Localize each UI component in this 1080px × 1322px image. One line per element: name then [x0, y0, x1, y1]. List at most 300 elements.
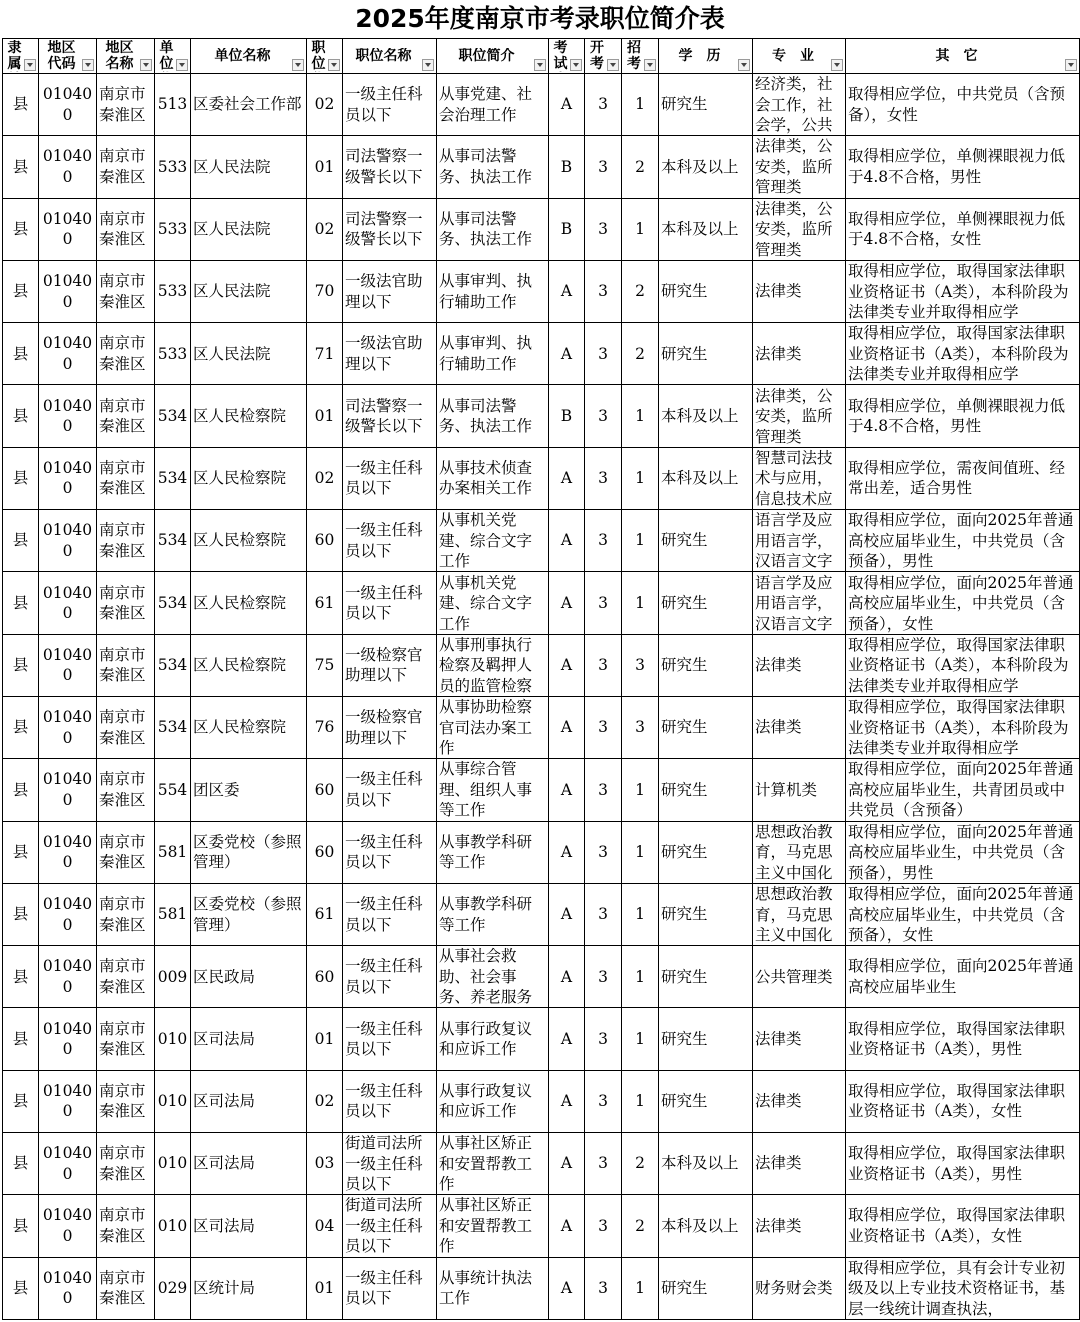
cell-unit-name[interactable] — [191, 447, 307, 509]
cell-education[interactable] — [659, 136, 753, 198]
cell-position-name[interactable] — [343, 323, 437, 385]
col-header-unit-name[interactable]: 单位名称 — [191, 39, 307, 74]
cell-exam-ratio[interactable] — [585, 1195, 622, 1257]
cell-position-code[interactable] — [307, 74, 343, 136]
cell-education[interactable] — [659, 510, 753, 572]
cell-region-name[interactable] — [97, 1195, 155, 1257]
cell-exam-type[interactable] — [549, 1133, 585, 1195]
cell-unit-name[interactable] — [191, 946, 307, 1008]
cell-position-code[interactable] — [307, 1257, 343, 1319]
cell-hire-count[interactable] — [622, 323, 659, 385]
cell-education[interactable] — [659, 323, 753, 385]
cell-other[interactable] — [846, 1008, 1080, 1070]
cell-exam-type[interactable] — [549, 1008, 585, 1070]
cell-affiliation[interactable] — [3, 136, 39, 198]
cell-position-desc[interactable] — [437, 946, 549, 1008]
cell-region-name[interactable] — [97, 883, 155, 945]
cell-exam-ratio[interactable] — [585, 510, 622, 572]
filter-dropdown-icon[interactable] — [1065, 59, 1077, 71]
cell-education[interactable] — [659, 883, 753, 945]
cell-other[interactable] — [846, 74, 1080, 136]
cell-region-code[interactable] — [39, 323, 97, 385]
cell-unit-code[interactable] — [155, 821, 191, 883]
cell-exam-type[interactable] — [549, 74, 585, 136]
cell-other[interactable] — [846, 1070, 1080, 1132]
cell-unit-code[interactable] — [155, 1070, 191, 1132]
cell-unit-code[interactable] — [155, 1257, 191, 1319]
cell-region-code[interactable] — [39, 447, 97, 509]
cell-position-desc[interactable] — [437, 883, 549, 945]
cell-exam-type[interactable] — [549, 696, 585, 758]
cell-hire-count[interactable] — [622, 1133, 659, 1195]
cell-exam-type[interactable] — [549, 946, 585, 1008]
cell-position-name[interactable] — [343, 572, 437, 634]
cell-affiliation[interactable] — [3, 198, 39, 260]
cell-hire-count[interactable] — [622, 1008, 659, 1070]
cell-unit-name[interactable] — [191, 634, 307, 696]
cell-education[interactable] — [659, 1195, 753, 1257]
cell-exam-type[interactable] — [549, 198, 585, 260]
cell-unit-name[interactable] — [191, 198, 307, 260]
cell-exam-type[interactable] — [549, 136, 585, 198]
cell-education[interactable] — [659, 1070, 753, 1132]
cell-affiliation[interactable] — [3, 946, 39, 1008]
cell-region-name[interactable] — [97, 198, 155, 260]
cell-position-name[interactable] — [343, 74, 437, 136]
cell-exam-type[interactable] — [549, 510, 585, 572]
cell-region-code[interactable] — [39, 696, 97, 758]
cell-hire-count[interactable] — [622, 572, 659, 634]
cell-other[interactable] — [846, 323, 1080, 385]
cell-education[interactable] — [659, 1257, 753, 1319]
cell-education[interactable] — [659, 260, 753, 322]
filter-dropdown-icon[interactable] — [570, 59, 582, 71]
cell-position-desc[interactable] — [437, 510, 549, 572]
cell-exam-type[interactable] — [549, 1195, 585, 1257]
cell-position-code[interactable] — [307, 1195, 343, 1257]
col-header-hire-count[interactable]: 招考 — [622, 39, 659, 74]
cell-exam-type[interactable] — [549, 634, 585, 696]
cell-region-name[interactable] — [97, 136, 155, 198]
cell-position-code[interactable] — [307, 946, 343, 1008]
cell-region-code[interactable] — [39, 883, 97, 945]
cell-position-name[interactable] — [343, 510, 437, 572]
cell-major[interactable] — [753, 1008, 846, 1070]
cell-affiliation[interactable] — [3, 696, 39, 758]
cell-position-desc[interactable] — [437, 260, 549, 322]
col-header-exam-ratio[interactable]: 开考 — [585, 39, 622, 74]
cell-position-code[interactable] — [307, 260, 343, 322]
col-header-unit-code[interactable]: 单位 — [155, 39, 191, 74]
cell-unit-name[interactable] — [191, 759, 307, 821]
cell-major[interactable] — [753, 136, 846, 198]
cell-position-name[interactable] — [343, 696, 437, 758]
cell-exam-ratio[interactable] — [585, 759, 622, 821]
cell-hire-count[interactable] — [622, 510, 659, 572]
cell-hire-count[interactable] — [622, 759, 659, 821]
cell-position-code[interactable] — [307, 1008, 343, 1070]
cell-position-desc[interactable] — [437, 1070, 549, 1132]
cell-hire-count[interactable] — [622, 946, 659, 1008]
cell-position-desc[interactable] — [437, 759, 549, 821]
cell-position-code[interactable] — [307, 821, 343, 883]
cell-major[interactable] — [753, 260, 846, 322]
cell-major[interactable] — [753, 74, 846, 136]
cell-affiliation[interactable] — [3, 572, 39, 634]
cell-affiliation[interactable] — [3, 510, 39, 572]
cell-region-code[interactable] — [39, 260, 97, 322]
cell-hire-count[interactable] — [622, 447, 659, 509]
cell-position-name[interactable] — [343, 1008, 437, 1070]
cell-unit-name[interactable] — [191, 323, 307, 385]
cell-exam-ratio[interactable] — [585, 696, 622, 758]
cell-education[interactable] — [659, 74, 753, 136]
cell-region-name[interactable] — [97, 946, 155, 1008]
cell-exam-ratio[interactable] — [585, 198, 622, 260]
cell-major[interactable] — [753, 572, 846, 634]
cell-other[interactable] — [846, 634, 1080, 696]
cell-exam-type[interactable] — [549, 323, 585, 385]
cell-affiliation[interactable] — [3, 1133, 39, 1195]
cell-position-code[interactable] — [307, 447, 343, 509]
cell-major[interactable] — [753, 323, 846, 385]
cell-exam-ratio[interactable] — [585, 1133, 622, 1195]
cell-education[interactable] — [659, 1133, 753, 1195]
cell-exam-ratio[interactable] — [585, 1070, 622, 1132]
cell-affiliation[interactable] — [3, 74, 39, 136]
cell-education[interactable] — [659, 198, 753, 260]
cell-affiliation[interactable] — [3, 883, 39, 945]
cell-position-desc[interactable] — [437, 634, 549, 696]
cell-position-name[interactable] — [343, 759, 437, 821]
cell-region-code[interactable] — [39, 1195, 97, 1257]
cell-major[interactable] — [753, 1070, 846, 1132]
cell-position-code[interactable] — [307, 759, 343, 821]
cell-position-name[interactable] — [343, 883, 437, 945]
cell-other[interactable] — [846, 759, 1080, 821]
filter-dropdown-icon[interactable] — [292, 59, 304, 71]
cell-affiliation[interactable] — [3, 447, 39, 509]
cell-region-code[interactable] — [39, 136, 97, 198]
cell-education[interactable] — [659, 447, 753, 509]
cell-region-name[interactable] — [97, 696, 155, 758]
cell-hire-count[interactable] — [622, 136, 659, 198]
cell-region-name[interactable] — [97, 385, 155, 447]
cell-hire-count[interactable] — [622, 1257, 659, 1319]
cell-education[interactable] — [659, 572, 753, 634]
cell-position-desc[interactable] — [437, 696, 549, 758]
cell-region-name[interactable] — [97, 1070, 155, 1132]
cell-region-code[interactable] — [39, 1257, 97, 1319]
cell-unit-code[interactable] — [155, 759, 191, 821]
cell-other[interactable] — [846, 572, 1080, 634]
filter-dropdown-icon[interactable] — [607, 59, 619, 71]
cell-unit-code[interactable] — [155, 323, 191, 385]
cell-exam-type[interactable] — [549, 1070, 585, 1132]
cell-other[interactable] — [846, 821, 1080, 883]
cell-hire-count[interactable] — [622, 1070, 659, 1132]
cell-position-desc[interactable] — [437, 821, 549, 883]
cell-hire-count[interactable] — [622, 1195, 659, 1257]
cell-region-name[interactable] — [97, 759, 155, 821]
cell-unit-name[interactable] — [191, 883, 307, 945]
cell-position-code[interactable] — [307, 136, 343, 198]
cell-position-desc[interactable] — [437, 385, 549, 447]
cell-exam-type[interactable] — [549, 1257, 585, 1319]
cell-affiliation[interactable] — [3, 1195, 39, 1257]
filter-dropdown-icon[interactable] — [82, 59, 94, 71]
cell-affiliation[interactable] — [3, 821, 39, 883]
cell-position-code[interactable] — [307, 634, 343, 696]
cell-major[interactable] — [753, 447, 846, 509]
cell-unit-name[interactable] — [191, 385, 307, 447]
cell-education[interactable] — [659, 634, 753, 696]
cell-unit-name[interactable] — [191, 136, 307, 198]
cell-region-name[interactable] — [97, 1133, 155, 1195]
cell-unit-name[interactable] — [191, 1257, 307, 1319]
cell-other[interactable] — [846, 883, 1080, 945]
col-header-exam-type[interactable]: 考试 — [549, 39, 585, 74]
cell-region-name[interactable] — [97, 510, 155, 572]
cell-education[interactable] — [659, 821, 753, 883]
col-header-education[interactable]: 学 历 — [659, 39, 753, 74]
cell-exam-ratio[interactable] — [585, 946, 622, 1008]
cell-other[interactable] — [846, 198, 1080, 260]
cell-region-name[interactable] — [97, 1008, 155, 1070]
cell-unit-name[interactable] — [191, 572, 307, 634]
cell-unit-code[interactable] — [155, 260, 191, 322]
col-header-position-name[interactable]: 职位名称 — [343, 39, 437, 74]
cell-major[interactable] — [753, 385, 846, 447]
cell-other[interactable] — [846, 1133, 1080, 1195]
cell-position-code[interactable] — [307, 385, 343, 447]
filter-dropdown-icon[interactable] — [644, 59, 656, 71]
cell-affiliation[interactable] — [3, 634, 39, 696]
col-header-affiliation[interactable]: 隶属 — [3, 39, 39, 74]
cell-exam-ratio[interactable] — [585, 323, 622, 385]
filter-dropdown-icon[interactable] — [24, 59, 36, 71]
col-header-other[interactable]: 其 它 — [846, 39, 1080, 74]
cell-education[interactable] — [659, 759, 753, 821]
cell-region-name[interactable] — [97, 1257, 155, 1319]
filter-dropdown-icon[interactable] — [176, 59, 188, 71]
cell-position-code[interactable] — [307, 696, 343, 758]
cell-exam-type[interactable] — [549, 447, 585, 509]
cell-region-code[interactable] — [39, 510, 97, 572]
cell-position-desc[interactable] — [437, 1195, 549, 1257]
cell-unit-code[interactable] — [155, 385, 191, 447]
cell-position-desc[interactable] — [437, 198, 549, 260]
cell-exam-ratio[interactable] — [585, 385, 622, 447]
cell-major[interactable] — [753, 759, 846, 821]
cell-region-code[interactable] — [39, 74, 97, 136]
cell-affiliation[interactable] — [3, 1070, 39, 1132]
cell-major[interactable] — [753, 883, 846, 945]
cell-education[interactable] — [659, 385, 753, 447]
cell-unit-code[interactable] — [155, 696, 191, 758]
cell-unit-name[interactable] — [191, 1070, 307, 1132]
cell-other[interactable] — [846, 946, 1080, 1008]
cell-major[interactable] — [753, 821, 846, 883]
filter-dropdown-icon[interactable] — [328, 59, 340, 71]
cell-exam-ratio[interactable] — [585, 1257, 622, 1319]
cell-unit-name[interactable] — [191, 74, 307, 136]
cell-position-code[interactable] — [307, 883, 343, 945]
cell-hire-count[interactable] — [622, 198, 659, 260]
cell-unit-code[interactable] — [155, 1133, 191, 1195]
cell-exam-ratio[interactable] — [585, 1008, 622, 1070]
cell-hire-count[interactable] — [622, 634, 659, 696]
cell-unit-code[interactable] — [155, 510, 191, 572]
cell-unit-code[interactable] — [155, 946, 191, 1008]
filter-dropdown-icon[interactable] — [422, 59, 434, 71]
cell-hire-count[interactable] — [622, 696, 659, 758]
cell-position-code[interactable] — [307, 572, 343, 634]
cell-education[interactable] — [659, 946, 753, 1008]
cell-hire-count[interactable] — [622, 260, 659, 322]
cell-other[interactable] — [846, 385, 1080, 447]
cell-position-code[interactable] — [307, 1070, 343, 1132]
cell-position-desc[interactable] — [437, 323, 549, 385]
cell-position-name[interactable] — [343, 136, 437, 198]
cell-affiliation[interactable] — [3, 1257, 39, 1319]
cell-position-code[interactable] — [307, 1133, 343, 1195]
cell-region-code[interactable] — [39, 634, 97, 696]
cell-other[interactable] — [846, 260, 1080, 322]
cell-position-name[interactable] — [343, 1257, 437, 1319]
cell-unit-code[interactable] — [155, 198, 191, 260]
cell-major[interactable] — [753, 1195, 846, 1257]
filter-dropdown-icon[interactable] — [534, 59, 546, 71]
cell-position-name[interactable] — [343, 821, 437, 883]
cell-unit-code[interactable] — [155, 572, 191, 634]
cell-affiliation[interactable] — [3, 260, 39, 322]
filter-dropdown-icon[interactable] — [738, 59, 750, 71]
cell-exam-ratio[interactable] — [585, 883, 622, 945]
cell-region-name[interactable] — [97, 447, 155, 509]
cell-affiliation[interactable] — [3, 1008, 39, 1070]
cell-unit-code[interactable] — [155, 1195, 191, 1257]
cell-other[interactable] — [846, 1257, 1080, 1319]
cell-major[interactable] — [753, 1133, 846, 1195]
cell-region-name[interactable] — [97, 821, 155, 883]
cell-other[interactable] — [846, 510, 1080, 572]
cell-affiliation[interactable] — [3, 759, 39, 821]
cell-position-name[interactable] — [343, 946, 437, 1008]
cell-position-name[interactable] — [343, 1195, 437, 1257]
cell-region-code[interactable] — [39, 759, 97, 821]
cell-exam-type[interactable] — [549, 572, 585, 634]
cell-exam-type[interactable] — [549, 385, 585, 447]
cell-region-code[interactable] — [39, 946, 97, 1008]
cell-unit-code[interactable] — [155, 74, 191, 136]
cell-unit-name[interactable] — [191, 510, 307, 572]
cell-affiliation[interactable] — [3, 385, 39, 447]
cell-region-name[interactable] — [97, 260, 155, 322]
col-header-region-name[interactable]: 地区名称 — [97, 39, 155, 74]
cell-exam-ratio[interactable] — [585, 634, 622, 696]
cell-hire-count[interactable] — [622, 883, 659, 945]
cell-region-name[interactable] — [97, 572, 155, 634]
cell-region-code[interactable] — [39, 385, 97, 447]
col-header-major[interactable]: 专 业 — [753, 39, 846, 74]
cell-region-name[interactable] — [97, 323, 155, 385]
cell-position-code[interactable] — [307, 198, 343, 260]
cell-position-name[interactable] — [343, 198, 437, 260]
cell-exam-ratio[interactable] — [585, 260, 622, 322]
cell-major[interactable] — [753, 510, 846, 572]
cell-position-desc[interactable] — [437, 136, 549, 198]
cell-region-code[interactable] — [39, 821, 97, 883]
cell-region-code[interactable] — [39, 1133, 97, 1195]
cell-education[interactable] — [659, 1008, 753, 1070]
cell-exam-type[interactable] — [549, 821, 585, 883]
cell-major[interactable] — [753, 696, 846, 758]
cell-other[interactable] — [846, 447, 1080, 509]
filter-dropdown-icon[interactable] — [140, 59, 152, 71]
cell-unit-code[interactable] — [155, 136, 191, 198]
cell-position-name[interactable] — [343, 260, 437, 322]
cell-position-name[interactable] — [343, 1133, 437, 1195]
cell-region-code[interactable] — [39, 572, 97, 634]
cell-region-name[interactable] — [97, 634, 155, 696]
cell-hire-count[interactable] — [622, 74, 659, 136]
cell-unit-name[interactable] — [191, 1133, 307, 1195]
cell-position-desc[interactable] — [437, 572, 549, 634]
cell-unit-name[interactable] — [191, 821, 307, 883]
cell-exam-ratio[interactable] — [585, 447, 622, 509]
cell-position-desc[interactable] — [437, 447, 549, 509]
cell-unit-name[interactable] — [191, 1008, 307, 1070]
cell-position-desc[interactable] — [437, 74, 549, 136]
cell-major[interactable] — [753, 198, 846, 260]
cell-region-code[interactable] — [39, 198, 97, 260]
cell-region-code[interactable] — [39, 1008, 97, 1070]
cell-affiliation[interactable] — [3, 323, 39, 385]
cell-exam-type[interactable] — [549, 260, 585, 322]
cell-major[interactable] — [753, 1257, 846, 1319]
cell-position-desc[interactable] — [437, 1133, 549, 1195]
cell-unit-name[interactable] — [191, 696, 307, 758]
cell-position-name[interactable] — [343, 1070, 437, 1132]
cell-unit-code[interactable] — [155, 883, 191, 945]
cell-unit-name[interactable] — [191, 1195, 307, 1257]
cell-position-name[interactable] — [343, 385, 437, 447]
cell-major[interactable] — [753, 634, 846, 696]
cell-unit-code[interactable] — [155, 1008, 191, 1070]
cell-unit-code[interactable] — [155, 447, 191, 509]
cell-hire-count[interactable] — [622, 385, 659, 447]
cell-exam-type[interactable] — [549, 759, 585, 821]
cell-position-desc[interactable] — [437, 1008, 549, 1070]
cell-exam-ratio[interactable] — [585, 821, 622, 883]
cell-region-code[interactable] — [39, 1070, 97, 1132]
cell-exam-ratio[interactable] — [585, 136, 622, 198]
cell-position-code[interactable] — [307, 510, 343, 572]
cell-other[interactable] — [846, 1195, 1080, 1257]
cell-education[interactable] — [659, 696, 753, 758]
cell-exam-type[interactable] — [549, 883, 585, 945]
cell-unit-code[interactable] — [155, 634, 191, 696]
col-header-region-code[interactable]: 地区代码 — [39, 39, 97, 74]
filter-dropdown-icon[interactable] — [831, 59, 843, 71]
cell-exam-ratio[interactable] — [585, 74, 622, 136]
cell-other[interactable] — [846, 696, 1080, 758]
cell-unit-name[interactable] — [191, 260, 307, 322]
cell-exam-ratio[interactable] — [585, 572, 622, 634]
cell-hire-count[interactable] — [622, 821, 659, 883]
cell-major[interactable] — [753, 946, 846, 1008]
